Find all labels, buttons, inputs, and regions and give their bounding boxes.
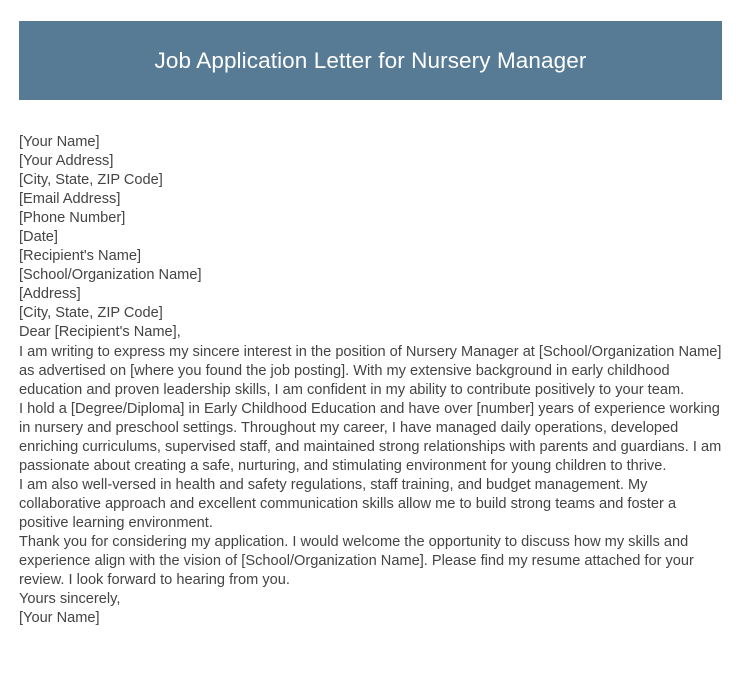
recipient-organization: [School/Organization Name] [19,267,202,284]
letter-body [19,133,723,628]
letter-date: [Date] [19,229,58,246]
sender-email: [Email Address] [19,191,121,208]
sender-address: [Your Address] [19,153,114,170]
recipient-address: [Address] [19,286,81,303]
letter-paragraph-3: I am also well-versed in health and safety regulations, staff training, and budget management. My collaborative approach and excellent communication skills allow me to build strong teams and foster a positive learning environment. [19,476,677,531]
letter-paragraph-1: I am writing to express my sincere interest in the position of Nursery Manager at [School/Organization Name] as advertised on [where you found the job posting]. With my extensive background in early childhood education and proven leadership skills, I am confident in my ability to contribute positively to your team. [19,343,722,398]
sender-name: [Your Name] [19,134,100,150]
sender-phone: [Phone Number] [19,210,126,227]
letter-closing: Yours sincerely, [19,591,121,608]
sender-city-state-zip: [City, State, ZIP Code] [19,172,163,189]
recipient-city-state-zip: [City, State, ZIP Code] [19,305,163,322]
letter-salutation: Dear [Recipient's Name], [19,324,181,341]
letter-paragraph-2: I hold a [Degree/Diploma] in Early Childhood Education and have over [number] years of experience working in nursery and preschool settings. Throughout my career, I have managed daily operations, developed enriching curriculums, supervised staff, and maintained strong relationships with parents and guardians. I am passionate about creating a safe, nurturing, and stimulating environment for young children to thrive. [19,400,722,474]
document-header-banner [19,21,722,100]
recipient-address-block [19,247,723,323]
page-title: Job Application Letter for Nursery Manager [154,48,587,73]
recipient-name: [Recipient's Name] [19,248,142,265]
letter-paragraph-4: Thank you for considering my application. I would welcome the opportunity to discuss how my skills and experience align with the vision of [School/Organization Name]. Please find my resume attached for your review. I look forward to hearing from you. [19,533,694,589]
sender-address-block [19,133,723,247]
letter-signature: [Your Name] [19,610,100,627]
